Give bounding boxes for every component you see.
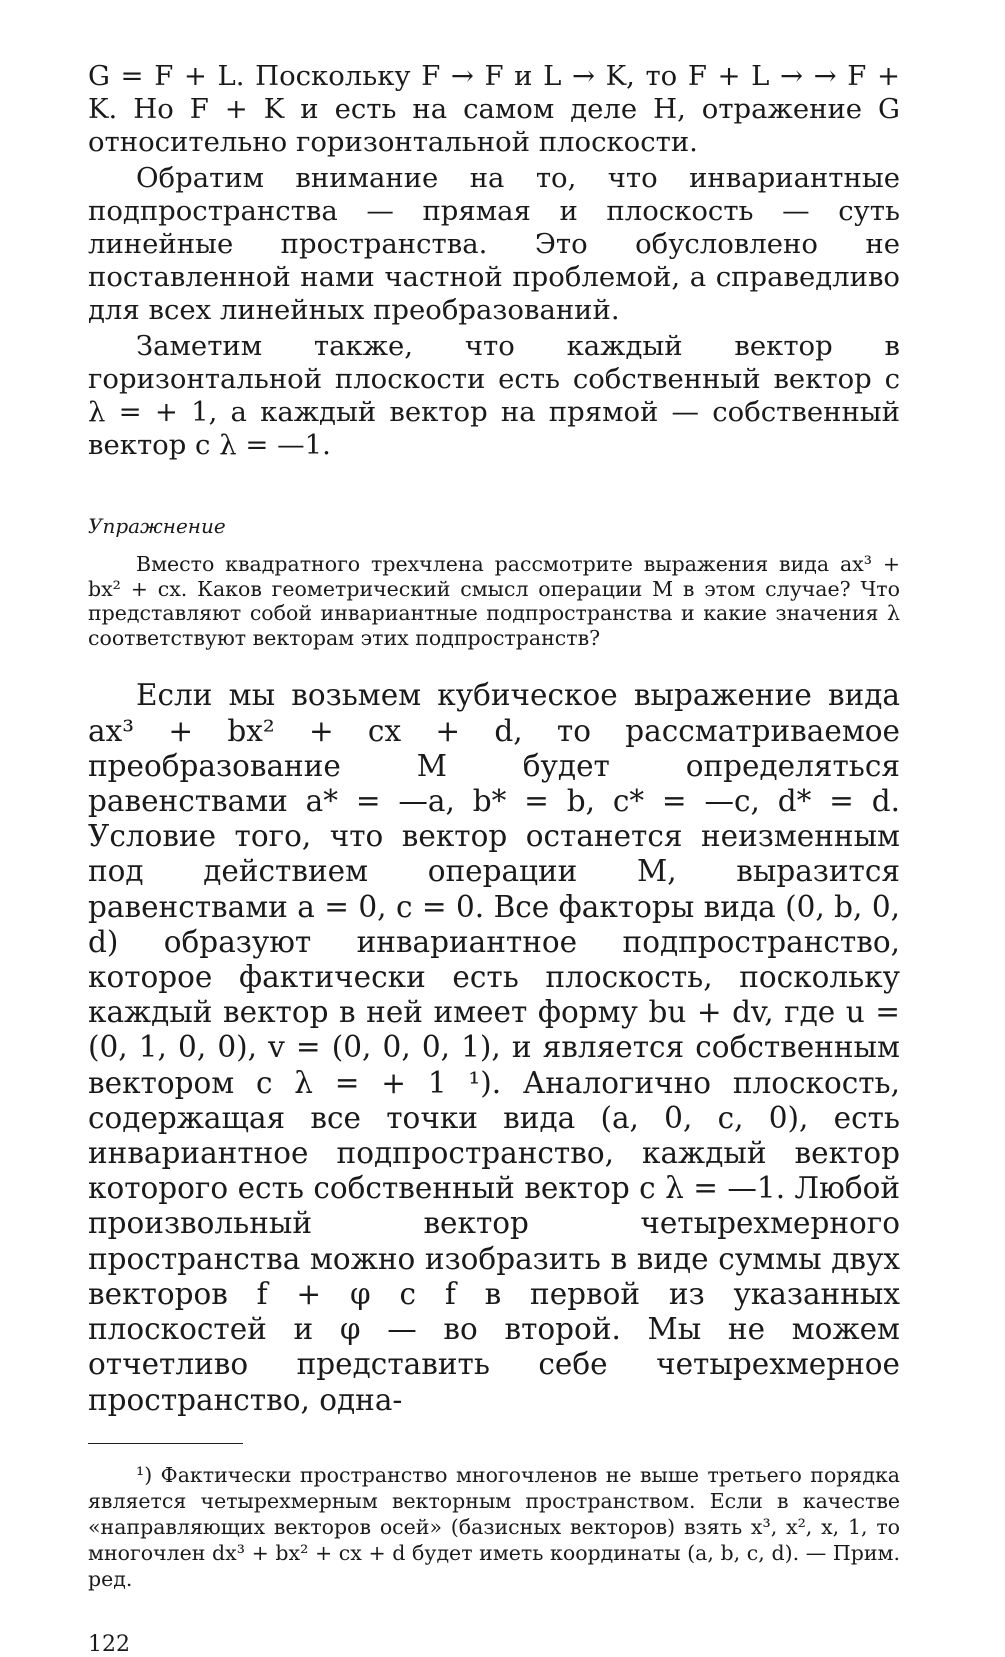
exercise-text: Вместо квадратного трехчлена рассмотрите выражения вида ax³ + bx² + cx. Каков геометрический смысл операции M в этом случае? Что представляют собой инвариантные подпространства и какие значения λ соответствуют векторам этих подпространств?: [88, 552, 900, 650]
paragraph-eigenvectors: Заметим также, что каждый вектор в горизонтальной плоскости есть собственный вектор с λ = + 1, а каждый вектор на прямой — собственный вектор с λ = —1.: [88, 329, 900, 462]
book-page: [88, 60, 900, 1657]
paragraph-invariant-subspaces: Обратим внимание на то, что инвариантные подпространства — прямая и плоскость — суть линейные пространства. Это обусловлено не поставленной нами частной проблемой, а справедливо для всех линейных преобразований.: [88, 161, 900, 327]
exercise-heading: Упражнение: [88, 514, 226, 539]
footnote-divider: [88, 1443, 243, 1444]
paragraph-cubic-expression: Если мы возьмем кубическое выражение вида ax³ + bx² + cx + d, то рассматриваемое преобразование M будет определяться равенствами a* = —a, b* = b, c* = —c, d* = d. Условие того, что вектор останется неизменным под действием операции M, выразится равенствами a = 0, c = 0. Все факторы вида (0, b, 0, d) образуют инвариантное подпространство, которое фактически есть плоскость, поскольку каждый вектор в ней имеет форму bu + dv, где u = (0, 1, 0, 0), v = (0, 0, 0, 1), и является собственным вектором с λ = + 1 ¹). Аналогично плоскость, содержащая все точки вида (a, 0, c, 0), есть инвариантное подпространство, каждый вектор которого есть собственный вектор с λ = —1. Любой произвольный вектор четырехмерного пространства можно изобразить в виде суммы двух векторов f + φ с f в первой из указанных плоскостей и φ — во второй. Мы не можем отчетливо представить себе четырехмерное пространство, одна-: [88, 678, 900, 1417]
page-number: 122: [88, 1631, 130, 1657]
paragraph-reflection: G = F + L. Поскольку F → F и L → K, то F + L → → F + K. Но F + K и есть на самом деле H, отражение G относительно горизонтальной плоскости.: [88, 60, 900, 159]
footnote: ¹) Фактически пространство многочленов не выше третьего порядка является четырехмерным векторным пространством. Если в качестве «направляющих векторов осей» (базисных векторов) взять x³, x², x, 1, то многочлен dx³ + bx² + cx + d будет иметь координаты (a, b, c, d). — Прим. ред.: [88, 1462, 900, 1591]
